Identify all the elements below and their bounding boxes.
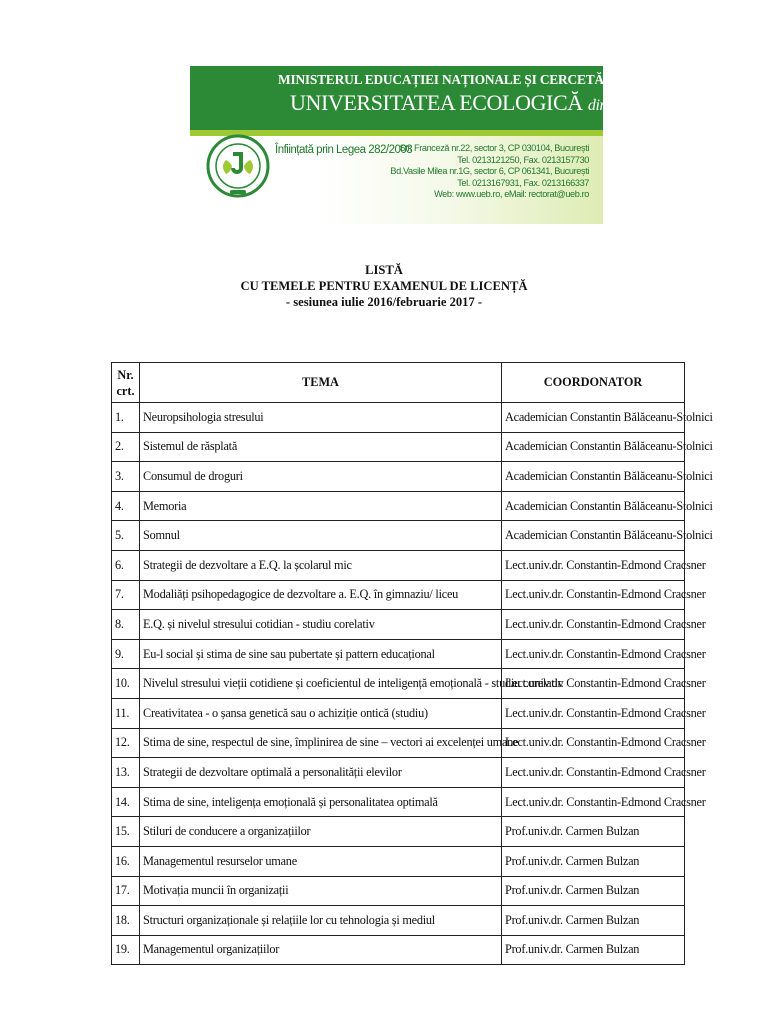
row-number: 12.	[112, 728, 140, 758]
topic-cell: Eu-l social și stima de sine sau pubertate și pattern educațional	[140, 639, 502, 669]
topic-cell: Stima de sine, respectul de sine, împlinirea de sine – vectori ai excelenței umane	[140, 728, 502, 758]
topic-cell: E.Q. și nivelul stresului cotidian - studiu corelativ	[140, 610, 502, 640]
table-row	[112, 491, 685, 521]
university-letterhead	[190, 66, 731, 224]
row-number: 10.	[112, 669, 140, 699]
row-number: 5.	[112, 521, 140, 551]
topic-cell: Memoria	[140, 491, 502, 521]
ministry-name: MINISTERUL EDUCAȚIEI NAȚIONALE ȘI CERCETĂRII ȘTIINȚIFICE	[278, 72, 707, 87]
table-row	[112, 639, 685, 669]
coordinator-cell: Lect.univ.dr. Constantin-Edmond Cracsner	[502, 580, 685, 610]
table-header-row	[112, 363, 685, 403]
coordinator-cell: Lect.univ.dr. Constantin-Edmond Cracsner	[502, 787, 685, 817]
row-number: 17.	[112, 876, 140, 906]
topic-cell: Neuropsihologia stresului	[140, 403, 502, 433]
address-line: Web: www.ueb.ro, eMail: rectorat@ueb.ro	[434, 189, 589, 200]
topic-cell: Sistemul de răsplată	[140, 432, 502, 462]
coordinator-cell: Academician Constantin Bălăceanu-Stolnici	[502, 521, 685, 551]
university-name-city: BUCUREȘTI	[612, 90, 731, 115]
address-line: Tel. 0213121250, Fax. 0213157730	[457, 154, 589, 165]
coordinator-cell: Academician Constantin Bălăceanu-Stolnici	[502, 432, 685, 462]
topic-cell: Structuri organizaționale și relațiile lor cu tehnologia și mediul	[140, 906, 502, 936]
row-number: 4.	[112, 491, 140, 521]
table-row	[112, 610, 685, 640]
address-line: Tel. 0213167931, Fax. 0213166337	[457, 177, 589, 188]
coordinator-cell: Prof.univ.dr. Carmen Bulzan	[502, 846, 685, 876]
coordinator-cell: Lect.univ.dr. Constantin-Edmond Cracsner	[502, 728, 685, 758]
document-title	[0, 262, 768, 310]
row-number: 18.	[112, 906, 140, 936]
table-row	[112, 432, 685, 462]
coordinator-cell: Lect.univ.dr. Constantin-Edmond Cracsner	[502, 639, 685, 669]
row-number: 8.	[112, 610, 140, 640]
topic-cell: Somnul	[140, 521, 502, 551]
row-number: 9.	[112, 639, 140, 669]
table-row	[112, 906, 685, 936]
university-seal-logo	[206, 90, 270, 218]
table-row	[112, 698, 685, 728]
topic-cell: Stiluri de conducere a organizațiilor	[140, 817, 502, 847]
table-row	[112, 728, 685, 758]
university-name-prefix: UNIVERSITATEA ECOLOGICĂ	[290, 90, 583, 115]
coordinator-cell: Prof.univ.dr. Carmen Bulzan	[502, 817, 685, 847]
coordinator-cell: Lect.univ.dr. Constantin-Edmond Cracsner	[502, 669, 685, 699]
table-row	[112, 550, 685, 580]
topic-cell: Modaliăți psihopedagogice de dezvoltare a. E.Q. în gimnaziu/ liceu	[140, 580, 502, 610]
table-row	[112, 787, 685, 817]
title-line: - sesiunea iulie 2016/februarie 2017 -	[285, 295, 483, 309]
topic-cell: Strategii de dezvoltare optimală a personalității elevilor	[140, 758, 502, 788]
coordinator-cell: Academician Constantin Bălăceanu-Stolnici	[502, 403, 685, 433]
topic-cell: Strategii de dezvoltare a E.Q. la școlarul mic	[140, 550, 502, 580]
row-number: 14.	[112, 787, 140, 817]
address-line: Str. Franceză nr.22, sector 3, CP 030104, București	[399, 143, 589, 153]
column-header-nr-line2: crt.	[116, 383, 135, 398]
topic-cell: Stima de sine, inteligența emoțională și personalitatea optimală	[140, 787, 502, 817]
topic-cell: Consumul de droguri	[140, 462, 502, 492]
row-number: 11.	[112, 698, 140, 728]
topic-cell: Managementul resurselor umane	[140, 846, 502, 876]
topic-cell: Motivația muncii în organizații	[140, 876, 502, 906]
table-row	[112, 521, 685, 551]
table-row	[112, 669, 685, 699]
table-row	[112, 758, 685, 788]
table-row	[112, 403, 685, 433]
license-topics-table	[111, 362, 713, 965]
university-name-din: din	[587, 97, 608, 114]
coordinator-cell: Lect.univ.dr. Constantin-Edmond Cracsner	[502, 610, 685, 640]
column-header-nr-line1: Nr.	[117, 367, 134, 382]
row-number: 2.	[112, 432, 140, 462]
title-line: LISTĂ	[365, 263, 403, 277]
row-number: 1.	[112, 403, 140, 433]
table-row	[112, 462, 685, 492]
column-header-coordonator: COORDONATOR	[502, 363, 685, 403]
table-row	[112, 935, 685, 965]
coordinator-cell: Prof.univ.dr. Carmen Bulzan	[502, 876, 685, 906]
row-number: 7.	[112, 580, 140, 610]
row-number: 13.	[112, 758, 140, 788]
university-name	[290, 90, 731, 116]
column-header-tema: TEMA	[140, 363, 502, 403]
row-number: 3.	[112, 462, 140, 492]
table-row	[112, 580, 685, 610]
coordinator-cell: Lect.univ.dr. Constantin-Edmond Cracsner	[502, 698, 685, 728]
title-line: CU TEMELE PENTRU EXAMENUL DE LICENȚĂ	[240, 279, 528, 293]
table-body	[112, 403, 713, 965]
coordinator-cell: Prof.univ.dr. Carmen Bulzan	[502, 906, 685, 936]
topic-cell: Creativitatea - o șansa genetică sau o achiziție ontică (studiu)	[140, 698, 502, 728]
table-row	[112, 876, 685, 906]
coordinator-cell: Prof.univ.dr. Carmen Bulzan	[502, 935, 685, 965]
coordinator-cell: Lect.univ.dr. Constantin-Edmond Cracsner	[502, 550, 685, 580]
row-number: 6.	[112, 550, 140, 580]
address-line: Bd.Vasile Milea nr.1G, sector 6, CP 061341, București	[390, 166, 589, 177]
founding-law: Înființată prin Legea 282/2003	[275, 144, 413, 156]
row-number: 19.	[112, 935, 140, 965]
column-header-nr	[112, 363, 140, 403]
coordinator-cell: Academician Constantin Bălăceanu-Stolnici	[502, 462, 685, 492]
row-number: 16.	[112, 846, 140, 876]
coordinator-cell: Lect.univ.dr. Constantin-Edmond Cracsner	[502, 758, 685, 788]
coordinator-cell: Academician Constantin Bălăceanu-Stolnici	[502, 491, 685, 521]
row-number: 15.	[112, 817, 140, 847]
topic-cell: Nivelul stresului vieții cotidiene și coeficientul de inteligență emoțională - studiu corelativ	[140, 669, 502, 699]
table-row	[112, 846, 685, 876]
topic-cell: Managementul organizațiilor	[140, 935, 502, 965]
contact-address-block	[390, 143, 589, 201]
table-row	[112, 817, 685, 847]
